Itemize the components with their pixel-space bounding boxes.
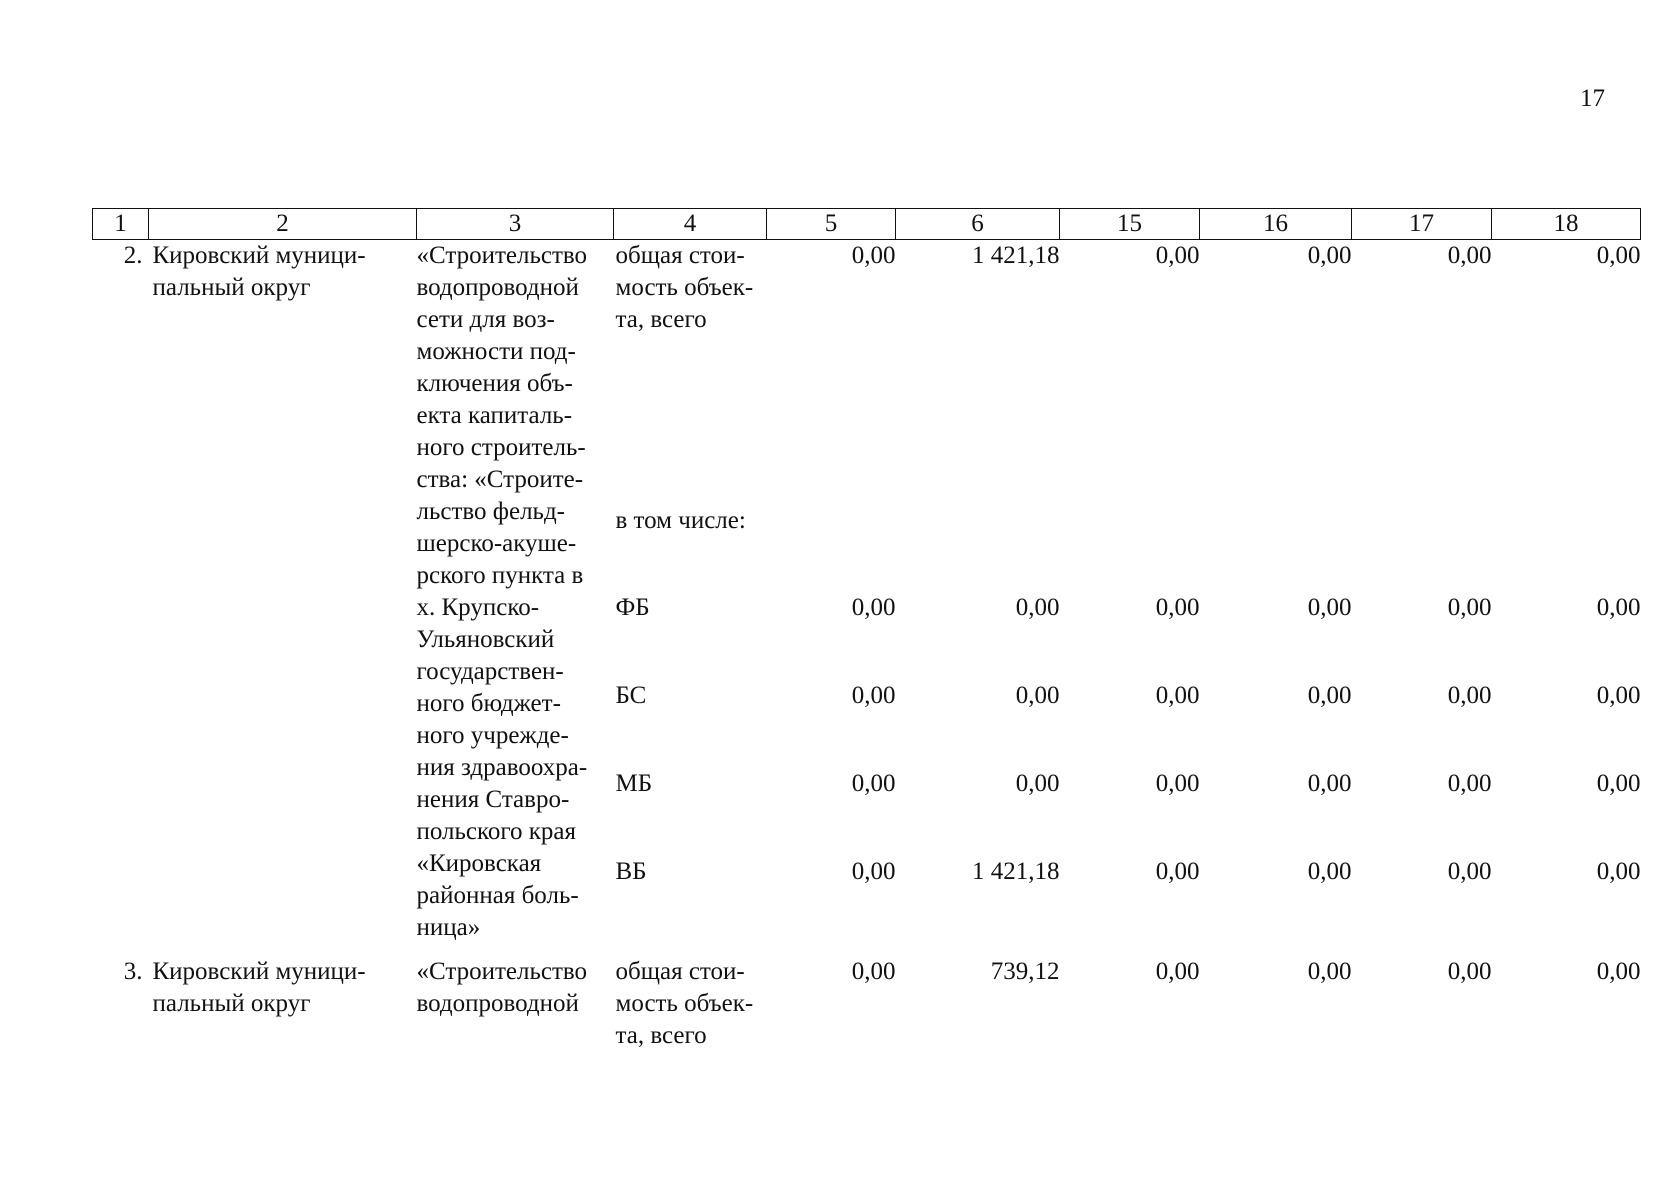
amount-cell: 0,00 <box>1596 594 1641 622</box>
object-description-line: можности под- <box>416 338 576 365</box>
row-spacer-cell <box>93 944 1641 956</box>
municipality-cell <box>149 956 417 1052</box>
object-description-line: ния здравоохра- <box>416 754 588 781</box>
amount-cell: 0,00 <box>1596 770 1641 798</box>
amount-cell: 0,00 <box>1307 594 1352 622</box>
amount-cell: 0,00 <box>851 770 896 798</box>
row-number: 3. <box>123 958 143 985</box>
funding-source-label: ВБ <box>615 858 647 886</box>
object-description-line: х. Крупско- <box>416 594 540 621</box>
funding-source-label: мость объек- <box>615 274 754 301</box>
object-description-line: ного строитель- <box>416 434 586 461</box>
object-description-line: екта капиталь- <box>416 402 573 429</box>
funding-source-cell <box>614 505 767 593</box>
object-description-line: «Кировская <box>416 850 542 877</box>
object-description-line: ного учрежде- <box>416 722 569 749</box>
column-header: 15 <box>1060 209 1200 240</box>
object-description-line: шерско-акуше- <box>416 530 577 557</box>
amount-cell: 1 421,18 <box>972 242 1060 269</box>
amount-cell: 0,00 <box>851 858 896 886</box>
amount-cell: 0,00 <box>851 594 896 622</box>
column-header: 18 <box>1492 209 1641 240</box>
amount-cell: 0,00 <box>1155 682 1200 710</box>
funding-source-cell <box>614 856 767 944</box>
object-description-line: водопроводной <box>416 274 579 301</box>
funding-source-cell <box>614 240 767 505</box>
amount-cell: 0,00 <box>1307 770 1352 798</box>
funding-source-label: та, всего <box>615 306 707 333</box>
object-description-line: ства: «Строите- <box>416 466 584 493</box>
page-number: 17 <box>1580 85 1605 112</box>
object-description-line: ница» <box>416 914 481 941</box>
amount-cell: 0,00 <box>1155 958 1200 985</box>
amount-cell <box>1200 505 1352 593</box>
amount-cell: 0,00 <box>1155 770 1200 798</box>
object-description-line: льство фельд- <box>416 498 565 525</box>
column-header: 16 <box>1200 209 1352 240</box>
amount-cell: 0,00 <box>1307 242 1352 269</box>
object-description-line: районная боль- <box>416 882 579 909</box>
column-header: 4 <box>614 209 767 240</box>
object-description-line: сети для воз- <box>416 306 555 333</box>
municipality-line: пальный округ <box>152 990 311 1017</box>
funding-source-label: общая стои- <box>615 958 745 985</box>
row-number: 2. <box>123 242 143 269</box>
amount-cell <box>1492 505 1641 593</box>
column-header: 2 <box>149 209 417 240</box>
funding-source-cell <box>614 768 767 856</box>
column-header: 5 <box>767 209 896 240</box>
object-description-line: польского края <box>416 818 577 845</box>
municipality-line: пальный округ <box>152 274 311 301</box>
amount-cell: 1 421,18 <box>972 858 1060 886</box>
amount-cell: 0,00 <box>1015 770 1060 798</box>
funding-source-label: ФБ <box>615 594 650 622</box>
amount-cell: 0,00 <box>1447 958 1492 985</box>
object-description-line: «Строительство <box>416 958 588 985</box>
funding-source-label: та, всего <box>615 1022 707 1049</box>
funding-source-label: мость объек- <box>615 990 754 1017</box>
amount-cell: 0,00 <box>1155 594 1200 622</box>
amount-cell: 0,00 <box>1307 958 1352 985</box>
object-description-line: нения Ставро- <box>416 786 570 813</box>
funding-source-cell <box>614 956 767 1052</box>
funding-source-label: общая стои- <box>615 242 745 269</box>
amount-cell: 0,00 <box>1447 242 1492 269</box>
amount-cell: 739,12 <box>990 958 1060 985</box>
amount-cell: 0,00 <box>1447 594 1492 622</box>
amount-cell: 0,00 <box>1596 858 1641 886</box>
object-description-line: ключения объ- <box>416 370 573 397</box>
row-spacer <box>93 944 1641 956</box>
table-row <box>93 956 1641 1052</box>
object-description-line: рского пункта в <box>416 562 584 589</box>
column-header: 17 <box>1352 209 1492 240</box>
amount-cell: 0,00 <box>1015 594 1060 622</box>
funding-source-label: БС <box>615 682 647 710</box>
object-description-line: «Строительство <box>416 242 588 269</box>
table-row <box>93 240 1641 505</box>
funding-source-label: в том числе: <box>615 506 746 534</box>
object-description-cell <box>417 240 614 945</box>
amount-cell <box>767 505 896 593</box>
column-header: 3 <box>417 209 614 240</box>
budget-table <box>92 208 1641 1052</box>
amount-cell: 0,00 <box>1015 682 1060 710</box>
funding-source-cell <box>614 592 767 680</box>
amount-cell: 0,00 <box>1155 858 1200 886</box>
amount-cell: 0,00 <box>1447 682 1492 710</box>
amount-cell: 0,00 <box>851 682 896 710</box>
table-body <box>93 240 1641 1053</box>
amount-cell: 0,00 <box>1596 958 1641 985</box>
column-header: 6 <box>896 209 1060 240</box>
funding-source-cell <box>614 680 767 768</box>
amount-cell: 0,00 <box>1307 858 1352 886</box>
object-description-line: государствен- <box>416 658 564 685</box>
funding-source-label: МБ <box>615 770 653 798</box>
amount-cell: 0,00 <box>1447 770 1492 798</box>
object-description-line: Ульяновский <box>416 626 555 653</box>
column-number-header-row <box>93 209 1641 240</box>
amount-cell: 0,00 <box>1155 242 1200 269</box>
amount-cell: 0,00 <box>1307 682 1352 710</box>
column-header: 1 <box>93 209 149 240</box>
object-description-line: водопроводной <box>416 990 579 1017</box>
object-description-cell <box>417 956 614 1052</box>
object-description-line: ного бюджет- <box>416 690 561 717</box>
amount-cell: 0,00 <box>851 242 896 269</box>
amount-cell: 0,00 <box>1447 858 1492 886</box>
amount-cell: 0,00 <box>1596 242 1641 269</box>
municipality-cell <box>149 240 417 945</box>
amount-cell: 0,00 <box>1596 682 1641 710</box>
amount-cell <box>1060 505 1200 593</box>
amount-cell: 0,00 <box>851 958 896 985</box>
municipality-line: Кировский муници- <box>152 242 366 269</box>
amount-cell <box>1352 505 1492 593</box>
municipality-line: Кировский муници- <box>152 958 366 985</box>
amount-cell <box>896 505 1060 593</box>
